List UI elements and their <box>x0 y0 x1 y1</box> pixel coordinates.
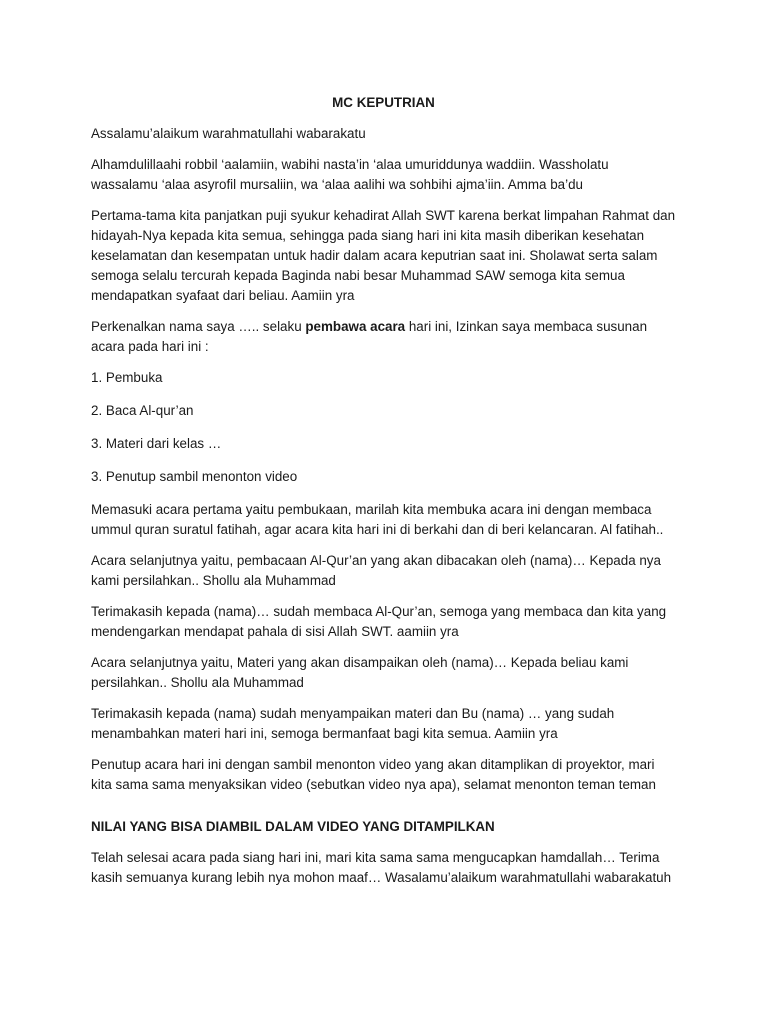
closing-paragraph: Telah selesai acara pada siang hari ini, mari kita sama sama mengucapkan hamdallah… Terima kasih semuanya kurang lebih nya mohon maaf… Wasalamu’alaikum warahmatullahi wabarakatuh <box>91 850 672 885</box>
body-paragraph: Acara selanjutnya yaitu, pembacaan Al-Qur’an yang akan dibacakan oleh (nama)… Kepada nya kami persilahkan.. Shollu ala Muhammad <box>91 553 661 588</box>
agenda-list <box>91 368 676 487</box>
document-title: MC KEPUTRIAN <box>332 95 435 110</box>
agenda-item: 3. Penutup sambil menonton video <box>91 469 298 484</box>
opening-paragraph: Alhamdulillaahi robbil ‘aalamiin, wabihi nasta’in ‘alaa umuriddunya waddiin. Wassholatu wassalamu ‘alaa asyrofil mursaliin, wa ‘alaa aalihi wa sohbihi ajma’iin. Amma ba’du <box>91 157 609 192</box>
agenda-item: 3. Materi dari kelas … <box>91 436 222 451</box>
introduction-paragraph <box>91 317 676 357</box>
body-paragraph: Penutup acara hari ini dengan sambil menonton video yang akan ditamplikan di proyektor, mari kita sama sama menyaksikan video (sebutkan video nya apa), selamat menonton teman teman <box>91 757 656 792</box>
body-paragraph: Acara selanjutnya yaitu, Materi yang akan disampaikan oleh (nama)… Kepada beliau kami persilahkan.. Shollu ala Muhammad <box>91 655 629 690</box>
intro-bold-text: pembawa acara <box>305 319 406 334</box>
body-paragraph: Memasuki acara pertama yaitu pembukaan, marilah kita membuka acara ini dengan membaca ummul quran suratul fatihah, agar acara kita hari ini di berkahi dan di beri kelancaran. Al fatihah.. <box>91 502 664 537</box>
agenda-item: 1. Pembuka <box>91 370 163 385</box>
greeting-paragraph: Assalamu’alaikum warahmatullahi wabarakatu <box>91 126 366 141</box>
intro-text-before: Perkenalkan nama saya ….. selaku <box>91 319 306 334</box>
section-heading: NILAI YANG BISA DIAMBIL DALAM VIDEO YANG DITAMPILKAN <box>91 819 495 834</box>
body-paragraph: Terimakasih kepada (nama)… sudah membaca Al-Qur’an, semoga yang membaca dan kita yang mendengarkan mendapat pahala di sisi Allah SWT. aamiin yra <box>91 604 667 639</box>
body-paragraph: Terimakasih kepada (nama) sudah menyampaikan materi dan Bu (nama) … yang sudah menambahkan materi hari ini, semoga bermanfaat bagi kita semua. Aamiin yra <box>91 706 615 741</box>
agenda-item: 2. Baca Al-qur’an <box>91 403 194 418</box>
intro-text-after: hari ini, Izinkan saya membaca susunan acara pada hari ini : <box>91 319 648 354</box>
document-page <box>91 93 676 899</box>
gratitude-paragraph: Pertama-tama kita panjatkan puji syukur kehadirat Allah SWT karena berkat limpahan Rahmat dan hidayah-Nya kepada kita semua, sehingga pada siang hari ini kita masih diberikan kesehatan keselamatan dan kesempatan untuk hadir dalam acara keputrian saat ini. Sholawat serta salam semoga selalu tercurah kepada Baginda nabi besar Muhammad SAW semoga kita semua mendapatkan syafaat dari beliau. Aamiin yra <box>91 208 676 303</box>
